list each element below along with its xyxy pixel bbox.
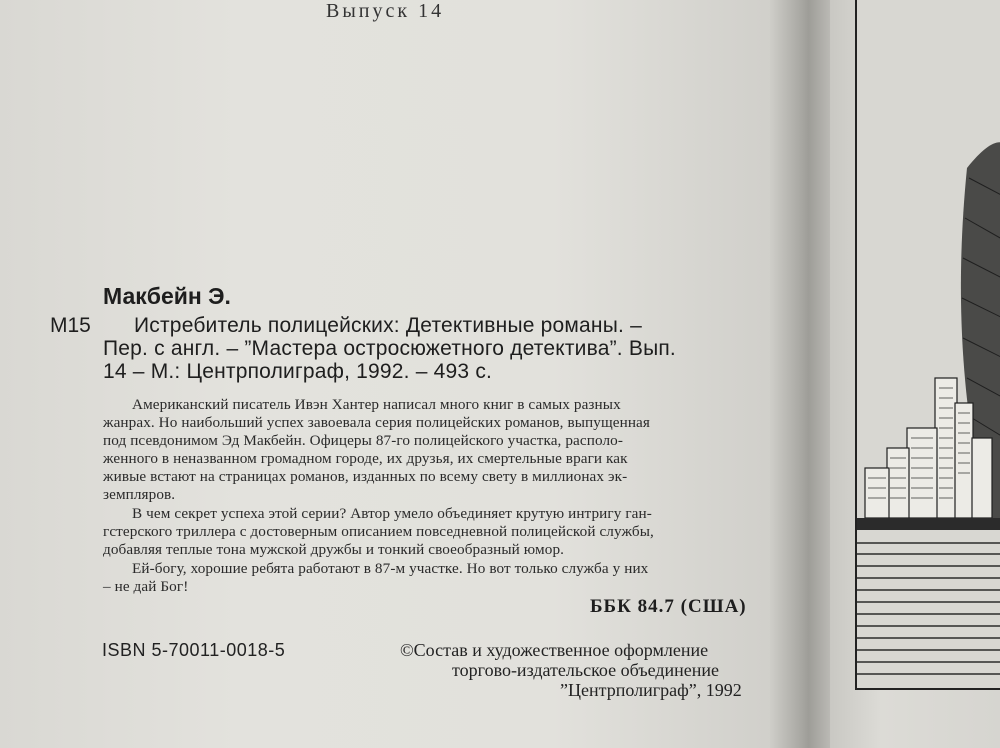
annotation-line: Американский писатель Ивэн Хантер написал много книг в самых разных [132,396,621,413]
copyright-line: ©Состав и художественное оформление [400,640,709,660]
annotation-line: под псевдонимом Эд Макбейн. Офицеры 87-го полицейского участка, располо- [103,432,623,449]
annotation-line: – не дай Бог! [103,578,189,595]
catalog-code: М15 [50,314,91,337]
annotation-line: женного в неназванном громадном городе, их друзья, их смертельные враги как [103,450,628,467]
annotation-line: земпляров. [103,486,176,503]
isbn-number: ISBN 5-70011-0018-5 [102,640,286,660]
copyright-line: ”Центрполиграф”, 1992 [560,680,742,700]
annotation-line: добавляя теплые тона мужской дружбы и тонкий своеобразный юмор. [103,541,565,558]
bibliographic-line: Пер. с англ. – ”Мастера остросюжетного детектива”. Вып. [103,337,676,360]
bibliographic-line: Истребитель полицейских: Детективные романы. – [134,314,642,337]
annotation-line: живые встают на страницах романов, изданных по всему свету в миллионах эк- [103,468,628,485]
annotation-line: гстерского триллера с достоверным описанием повседневной полицейской службы, [103,523,654,540]
series-label: Выпуск 14 [326,0,445,22]
bibliographic-line: 14 – М.: Центрполиграф, 1992. – 493 с. [103,360,493,383]
copyright-line: торгово-издательское объединение [452,660,720,680]
author-name: Макбейн Э. [103,283,231,309]
bbk-classification: ББК 84.7 (США) [590,596,747,617]
annotation-line: В чем секрет успеха этой серии? Автор умело объединяет крутую интригу ган- [132,505,652,522]
annotation-line: Ей-богу, хорошие ребята работают в 87-м участке. Но вот только служба у них [132,560,649,577]
city-skyline-drawing [857,0,1000,688]
annotation-line: жанрах. Но наибольший успех завоевала серия полицейских романов, выпущенная [103,414,650,431]
frontispiece-illustration [855,0,1000,690]
